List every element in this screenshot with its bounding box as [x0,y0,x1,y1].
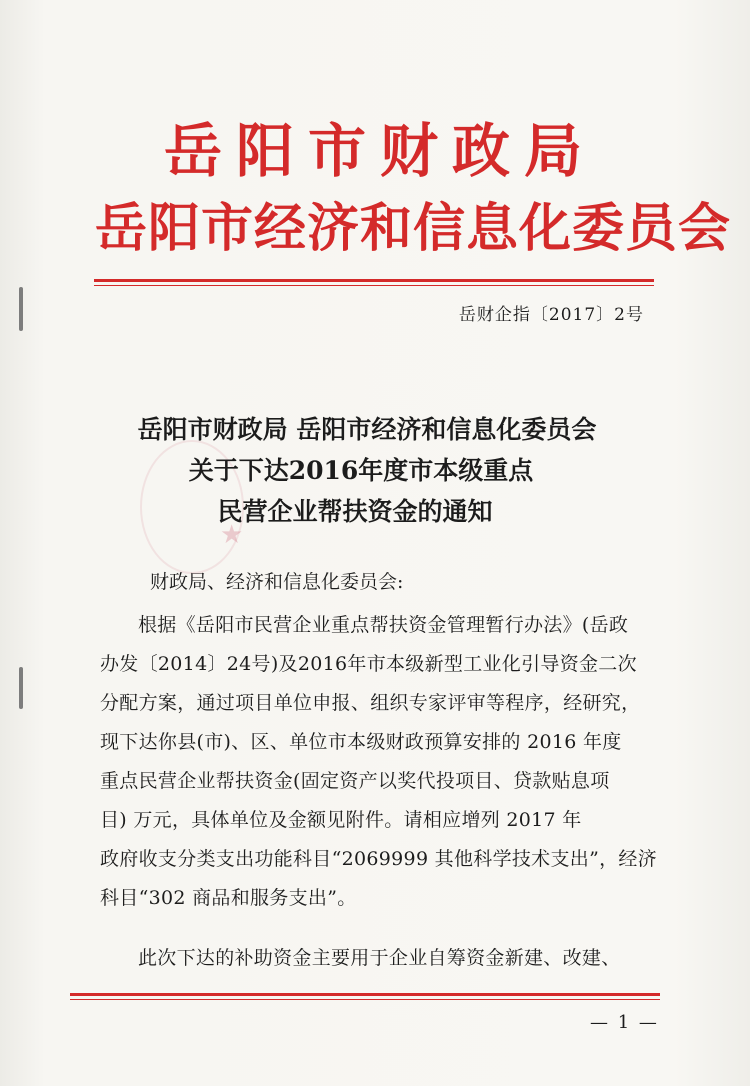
body-line: 分配方案，通过项目单位申报、组织专家评审等程序，经研究， [100,692,641,714]
binding-staple-mark-top [19,287,23,331]
body-line: 办发〔2014〕24号)及2016年市本级新型工业化引导资金二次 [100,653,637,675]
body-line: 此次下达的补助资金主要用于企业自筹资金新建、改建、 [138,947,621,969]
document-number: 岳财企指〔2017〕2号 [458,305,644,325]
salutation: 财政局、经济和信息化委员会: [150,571,404,593]
red-footer-rule [70,993,660,996]
issuing-org-finance-bureau: 岳阳市财政局 [163,117,596,185]
page-number: — 1 — [590,1012,659,1033]
notice-title-line-2: 关于下达2016年度市本级重点 [188,456,534,485]
body-line: 目) 万元，具体单位及金额见附件。请相应增列 2017 年 [100,809,582,831]
seal-star-icon: ★ [220,520,244,550]
issuing-org-economic-committee: 岳阳市经济和信息化委员会 [95,198,732,259]
red-header-rule-thin [94,285,654,286]
body-line: 根据《岳阳市民营企业重点帮扶资金管理暂行办法》(岳政 [138,614,629,636]
body-line: 现下达你县(市)、区、单位市本级财政预算安排的 2016 年度 [100,731,622,753]
red-header-rule [94,279,654,282]
body-paragraph-1 [100,606,670,918]
body-paragraph-2 [100,939,670,978]
body-line: 重点民营企业帮扶资金(固定资产以奖代投项目、贷款贴息项 [100,770,610,792]
binding-staple-mark-bottom [19,667,23,709]
red-footer-rule-thin [70,999,660,1000]
notice-title-line-3: 民营企业帮扶资金的通知 [217,497,493,526]
notice-title-line-1: 岳阳市财政局 岳阳市经济和信息化委员会 [137,415,597,444]
body-line: 政府收支分类支出功能科目“2069999 其他科学技术支出”，经济 [100,848,657,870]
body-line: 科目“302 商品和服务支出”。 [100,887,357,909]
